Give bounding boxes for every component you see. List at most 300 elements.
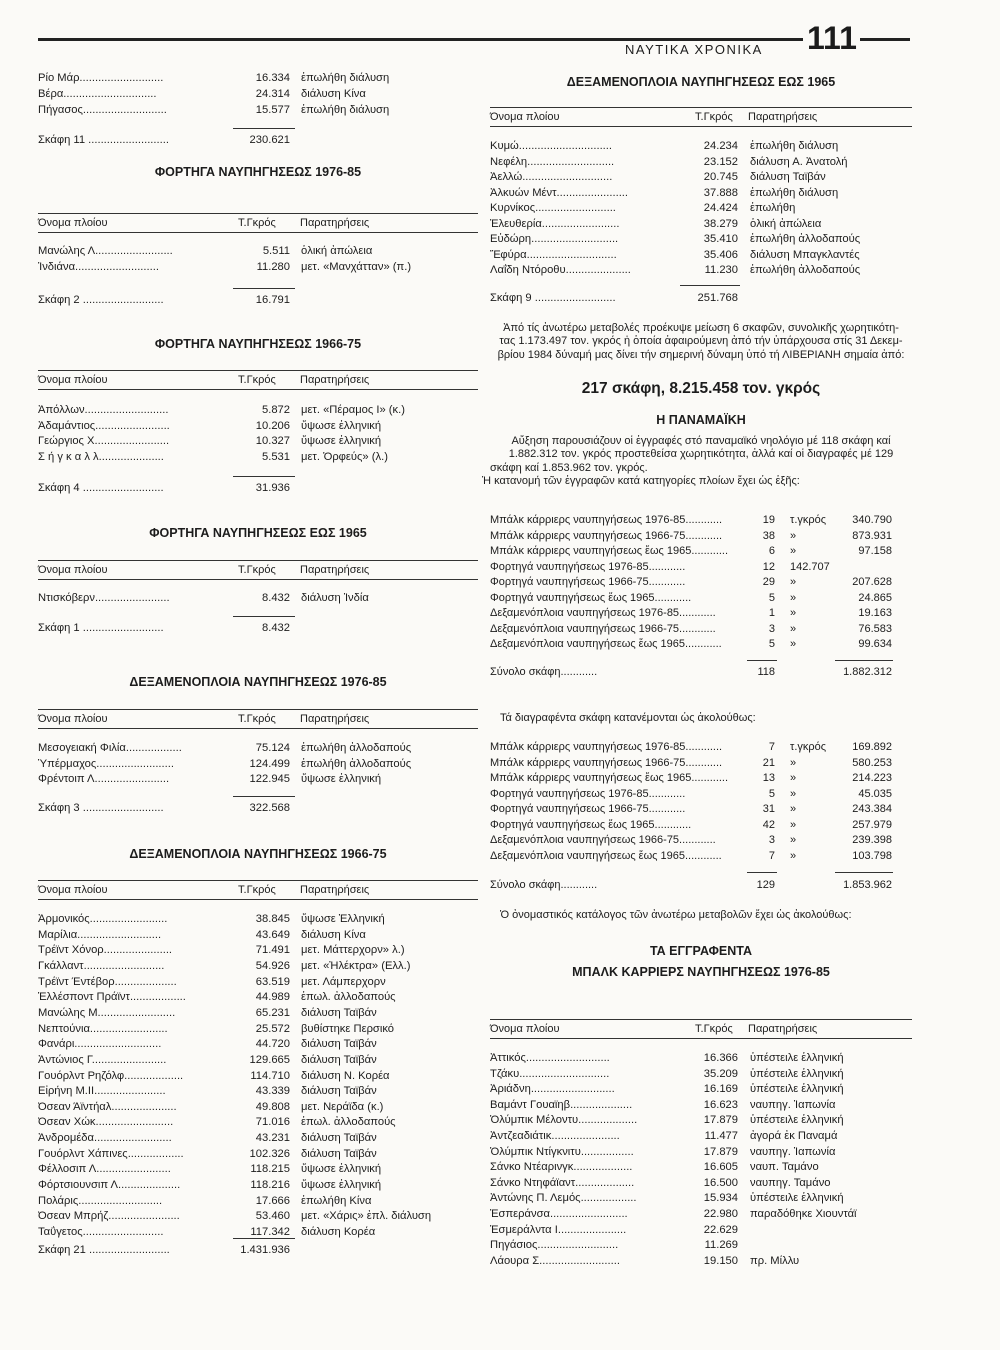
ship-row bbox=[490, 264, 912, 277]
ship-row bbox=[38, 72, 478, 85]
category-label: Δεξαμενόπλοια ναυπηγήσεως 1966-75............ bbox=[490, 622, 716, 635]
category-label: Μπάλκ κάρριερς ναυπηγήσεως ἕως 1965............ bbox=[490, 772, 729, 784]
total-value: 1.431.936 bbox=[240, 1244, 290, 1256]
panama-text-line: σκάφη καί 1.853.962 τον. γκρός. bbox=[490, 461, 648, 474]
category-value: 243.384 bbox=[852, 803, 892, 815]
category-count: 3 bbox=[768, 834, 775, 846]
col-tonnage-header: Τ.Γκρός bbox=[695, 111, 733, 123]
ship-name: Ἑλλέσποντ Πράϊντ.................. bbox=[38, 991, 186, 1004]
category-row bbox=[490, 788, 912, 801]
ship-tonnage: 35.410 bbox=[703, 233, 738, 245]
ship-note: διάλυση Ταϊβάν bbox=[750, 171, 826, 183]
sum-rule bbox=[835, 872, 893, 873]
ship-tonnage: 15.934 bbox=[703, 1192, 738, 1205]
category-label: Σύνολο σκάφη............ bbox=[490, 879, 598, 891]
total-label: Σκάφη 21 .......................... bbox=[38, 1244, 170, 1256]
category-count: 29 bbox=[762, 576, 775, 588]
total-row bbox=[38, 294, 478, 307]
ship-name: Γεώργιος Χ........................ bbox=[38, 435, 170, 447]
ship-name: Κυμώ.............................. bbox=[490, 140, 613, 152]
category-value: 257.979 bbox=[852, 818, 892, 831]
ship-note: ὕψωσε ἑλληνική bbox=[301, 419, 382, 432]
col-name-header: Όνομα πλοίου bbox=[38, 564, 108, 576]
ship-tonnage: 71.016 bbox=[255, 1116, 290, 1129]
ship-row bbox=[490, 1052, 912, 1065]
category-count: 1 bbox=[768, 607, 775, 619]
ship-note: ἐπωλήθη διάλυση bbox=[750, 186, 839, 199]
ship-row bbox=[38, 1148, 478, 1161]
category-count: 5 bbox=[768, 638, 775, 650]
ship-row bbox=[38, 104, 478, 117]
ship-row bbox=[38, 1179, 478, 1192]
ship-note: ὕψωσε ἑλληνική bbox=[301, 773, 382, 785]
col-name-header: Όνομα πλοίου bbox=[38, 713, 108, 725]
ship-tonnage: 54.926 bbox=[255, 959, 290, 972]
ship-tonnage: 38.279 bbox=[703, 217, 738, 230]
ship-tonnage: 117.342 bbox=[250, 1226, 290, 1238]
ship-tonnage: 44.720 bbox=[255, 1038, 290, 1051]
ship-row bbox=[490, 1255, 912, 1268]
category-count: 7 bbox=[768, 849, 775, 862]
ship-name: Ἐσμεράλντα Ι...................... bbox=[490, 1223, 627, 1236]
category-count: 31 bbox=[762, 803, 775, 815]
panama-text-line: Αὔξηση παρουσιάζουν οἱ ἐγγραφές στό παναμαϊκό νηολόγιο μέ 118 σκάφη καί bbox=[511, 435, 891, 447]
ship-note: ἐπωλήθη ἀλλοδαπούς bbox=[750, 264, 861, 276]
ship-name: Βαμάντ Γουαϊηβ.................... bbox=[490, 1098, 633, 1111]
ship-row bbox=[490, 1161, 912, 1174]
col-note-header: Παρατηρήσεις bbox=[748, 1023, 818, 1035]
ship-row bbox=[490, 1239, 912, 1252]
ship-name: Ἔφύρα............................. bbox=[490, 248, 617, 261]
ship-name: Φέλλοσιπ Λ........................ bbox=[38, 1163, 171, 1176]
col-name-header: Όνομα πλοίου bbox=[38, 217, 108, 229]
total-label: Σκάφη 4 .......................... bbox=[38, 482, 164, 494]
ship-tonnage: 15.577 bbox=[255, 104, 290, 116]
ship-name: Ἁρμονικός......................... bbox=[38, 913, 168, 925]
category-label: Μπάλκ κάρριερς ναυπηγήσεως 1966-75............ bbox=[490, 529, 723, 542]
col-note-header: Παρατηρήσεις bbox=[300, 713, 370, 725]
category-unit: » bbox=[790, 591, 797, 604]
category-unit: » bbox=[790, 787, 797, 800]
category-label: Φορτηγά ναυπηγήσεως 1966-75............ bbox=[490, 803, 686, 815]
category-label: Δεξαμενόπλοια ναυπηγήσεως 1976-85............ bbox=[490, 607, 716, 619]
category-unit: » bbox=[790, 803, 797, 815]
ship-tonnage: 114.710 bbox=[250, 1069, 290, 1082]
total-value: 16.791 bbox=[255, 294, 290, 306]
ship-tonnage: 44.989 bbox=[255, 991, 290, 1004]
ship-row bbox=[38, 758, 478, 771]
category-row bbox=[490, 819, 912, 832]
ship-tonnage: 25.572 bbox=[255, 1022, 290, 1035]
ship-tonnage: 65.231 bbox=[255, 1006, 290, 1019]
table-header bbox=[38, 213, 478, 233]
col-note-header: Παρατηρήσεις bbox=[748, 111, 818, 123]
ship-tonnage: 5.872 bbox=[262, 404, 290, 416]
section-title: ΔΕΞΑΜΕΝΟΠΛΟΙΑ ΝΑΥΠΗΓΗΣΕΩΣ ΕΩΣ 1965 bbox=[566, 75, 836, 89]
ship-tonnage: 10.327 bbox=[255, 435, 290, 447]
total-value: 251.768 bbox=[697, 292, 738, 304]
ship-name: Μανώλης Μ......................... bbox=[38, 1006, 176, 1019]
ship-row bbox=[490, 1146, 912, 1159]
ship-tonnage: 16.605 bbox=[703, 1161, 738, 1174]
ship-row bbox=[490, 1224, 912, 1237]
ship-note: ὕψωσε ἑλληνική bbox=[301, 1163, 382, 1176]
category-value: 24.865 bbox=[858, 591, 892, 604]
ship-tonnage: 35.209 bbox=[703, 1067, 738, 1080]
ship-tonnage: 17.879 bbox=[703, 1114, 738, 1127]
category-count: 19 bbox=[762, 514, 775, 526]
ship-name: Ὀλύμπικ Μέλοντυ................... bbox=[490, 1114, 638, 1127]
category-row bbox=[490, 803, 912, 816]
ship-tonnage: 43.231 bbox=[255, 1132, 290, 1145]
category-count: 6 bbox=[768, 545, 775, 557]
ship-note: ἐπωλήθη Κίνα bbox=[301, 1194, 372, 1207]
ship-name: Πολάρις........................... bbox=[38, 1194, 163, 1207]
ship-row bbox=[38, 929, 478, 942]
category-unit: τ.γκρός bbox=[790, 514, 827, 526]
ship-name: Τρέϊντ Χόνορ...................... bbox=[38, 944, 173, 957]
ship-note: ἐπωλήθη bbox=[750, 202, 796, 214]
total-row bbox=[38, 1244, 478, 1257]
ship-note: διάλυση Ταϊβάν bbox=[301, 1053, 377, 1066]
sum-rule bbox=[680, 285, 740, 286]
total-label: Σκάφη 1 .......................... bbox=[38, 622, 164, 634]
ship-note: μετ. Ὀρφεύς» (λ.) bbox=[301, 450, 388, 463]
ship-row bbox=[490, 1114, 912, 1127]
category-count: 129 bbox=[756, 879, 775, 891]
ship-note: διάλυση Ταϊβάν bbox=[301, 1006, 377, 1019]
ship-row bbox=[490, 249, 912, 262]
ship-name: Ἀριάδνη........................... bbox=[490, 1083, 615, 1096]
ship-name: Λαΐδη Ντόροθυ..................... bbox=[490, 264, 631, 276]
ship-note: διάλυση Ταϊβάν bbox=[301, 1132, 377, 1145]
ship-row bbox=[490, 156, 912, 169]
ship-row bbox=[490, 233, 912, 246]
ship-name: Ἐλευθερία......................... bbox=[490, 217, 620, 230]
section-title: ΦΟΡΤΗΓΑ ΝΑΥΠΗΓΗΣΕΩΣ 1966-75 bbox=[154, 337, 362, 351]
category-count: 5 bbox=[768, 591, 775, 604]
ship-name: Φόρτσιουνσιπ Λ.................... bbox=[38, 1179, 181, 1192]
category-row bbox=[490, 561, 912, 574]
ship-row bbox=[38, 592, 478, 605]
col-note-header: Παρατηρήσεις bbox=[300, 374, 370, 386]
ship-name: Τζάκυ............................. bbox=[490, 1067, 610, 1080]
category-unit: τ.γκρός bbox=[790, 741, 827, 753]
ship-tonnage: 124.499 bbox=[249, 757, 290, 770]
ship-note: διάλυση Ν. Κορέα bbox=[301, 1069, 390, 1082]
total-value: 230.621 bbox=[249, 134, 290, 146]
ship-row bbox=[38, 1054, 478, 1067]
category-value: 76.583 bbox=[858, 622, 892, 635]
total-row bbox=[38, 622, 478, 635]
panama-text-line: 1.882.312 τον. γκρός προστεθείσα χωρητικότητα, ἀλλά καί οἱ διαγραφές μέ 129 bbox=[508, 448, 894, 461]
ship-name: Ὀλύμπικ Ντίγκνιτυ................. bbox=[490, 1145, 634, 1158]
ship-tonnage: 19.150 bbox=[703, 1254, 738, 1267]
category-unit: » bbox=[790, 772, 797, 784]
category-count: 3 bbox=[768, 622, 775, 635]
ship-row bbox=[38, 1163, 478, 1176]
ship-note: διάλυση Ταϊβάν bbox=[301, 1147, 377, 1160]
category-row bbox=[490, 772, 912, 785]
category-row bbox=[490, 514, 912, 527]
category-label: Μπάλκ κάρριερς ναυπηγήσεως ἕως 1965............ bbox=[490, 545, 729, 557]
sum-rule bbox=[233, 288, 295, 289]
ship-name: Ἀελλώ............................. bbox=[490, 171, 613, 183]
category-unit: » bbox=[790, 849, 797, 862]
ship-row bbox=[38, 913, 478, 926]
ship-name: Ἀνδρομέδα......................... bbox=[38, 1132, 172, 1145]
category-value: 214.223 bbox=[852, 772, 892, 784]
ship-name: Σάνκο Ντέαρινγκ................... bbox=[490, 1161, 633, 1174]
sum-rule bbox=[835, 660, 893, 661]
ship-row bbox=[38, 1116, 478, 1129]
section-title: ΔΕΞΑΜΕΝΟΠΛΟΙΑ ΝΑΥΠΗΓΗΣΕΩΣ 1966-75 bbox=[129, 847, 387, 861]
ship-tonnage: 24.424 bbox=[703, 202, 738, 214]
category-count: 38 bbox=[762, 529, 775, 542]
ship-tonnage: 129.665 bbox=[249, 1053, 290, 1066]
ship-note: ἐπωλ. ἀλλοδαπούς bbox=[301, 1116, 396, 1129]
ship-tonnage: 35.406 bbox=[703, 248, 738, 261]
ship-note: πρ. Μίλλυ bbox=[750, 1254, 800, 1267]
ship-note: βυθίστηκε Περσικό bbox=[301, 1022, 394, 1035]
ship-note: ὕψωσε Ἑλληνική bbox=[301, 913, 385, 925]
ship-row bbox=[38, 245, 478, 258]
category-label: Δεξαμενόπλοια ναυπηγήσεως 1966-75............ bbox=[490, 834, 716, 846]
ship-note: ὑπέστειλε ἑλληνική bbox=[750, 1052, 844, 1064]
category-label: Μπάλκ κάρριερς ναυπηγήσεως 1976-85............ bbox=[490, 741, 723, 753]
ship-tonnage: 43.649 bbox=[255, 928, 290, 941]
total-label: Σκάφη 3 .......................... bbox=[38, 802, 164, 814]
ship-row bbox=[490, 1130, 912, 1143]
ship-row bbox=[38, 1226, 478, 1239]
ship-name: Σάνκο Ντηφάϊαντ................... bbox=[490, 1176, 635, 1189]
ship-row bbox=[38, 1101, 478, 1114]
category-value: 207.628 bbox=[852, 576, 892, 588]
ship-row bbox=[490, 1177, 912, 1190]
col-tonnage-header: Τ.Γκρός bbox=[238, 374, 276, 386]
header-rule-right bbox=[860, 38, 910, 41]
ship-name: Ταΰγετος.......................... bbox=[38, 1226, 164, 1238]
ship-name: Μαρίλια........................... bbox=[38, 928, 162, 941]
ship-tonnage: 11.230 bbox=[704, 264, 738, 276]
category-label: Δεξαμενόπλοια ναυπηγήσεως ἕως 1965............ bbox=[490, 638, 722, 650]
total-row bbox=[38, 802, 478, 815]
category-value: 97.158 bbox=[858, 545, 892, 557]
ship-row bbox=[490, 1068, 912, 1081]
category-row bbox=[490, 530, 912, 543]
ship-name: Ἀντζεαδιάτικ...................... bbox=[490, 1130, 620, 1142]
table-header bbox=[38, 370, 478, 390]
ship-row bbox=[38, 991, 478, 1004]
ship-note: μετ. «Ἠλέκτρα» (Ελλ.) bbox=[301, 959, 411, 972]
ship-name: Σ ή γ κ α λ λ..................... bbox=[38, 450, 164, 463]
ship-name: Κυρνίκος.......................... bbox=[490, 202, 616, 214]
ship-name: Όσεαν Μπρήζ....................... bbox=[38, 1210, 180, 1223]
ship-row bbox=[490, 1208, 912, 1221]
category-value: 103.798 bbox=[852, 849, 892, 862]
ship-note: διάλυση Κορέα bbox=[301, 1226, 376, 1238]
category-count: 7 bbox=[768, 741, 775, 753]
category-unit: » bbox=[790, 834, 797, 846]
category-count: 21 bbox=[762, 756, 775, 769]
category-label: Δεξαμενόπλοια ναυπηγήσεως ἕως 1965............ bbox=[490, 849, 722, 862]
category-row bbox=[490, 850, 912, 863]
panama-text-line: Ἡ κατανομή τῶν ἐγγραφῶν κατά κατηγορίες πλοίων ἔχει ὡς ἑξῆς: bbox=[482, 474, 800, 487]
ship-row bbox=[38, 944, 478, 957]
total-row bbox=[38, 134, 478, 147]
category-value: 340.790 bbox=[852, 514, 892, 526]
sum-rule bbox=[233, 616, 295, 617]
table-header bbox=[38, 880, 478, 900]
ship-name: Όσεαν Χώκ......................... bbox=[38, 1116, 174, 1129]
category-unit: » bbox=[790, 756, 797, 769]
sum-rule bbox=[233, 128, 295, 129]
ship-note: ναυπηγ. Ἰαπωνία bbox=[750, 1145, 836, 1158]
ship-note: ὕψωσε ἑλληνική bbox=[301, 1179, 382, 1192]
ship-row bbox=[490, 218, 912, 231]
ship-row bbox=[490, 140, 912, 153]
ship-row bbox=[38, 88, 478, 101]
col-tonnage-header: Τ.Γκρός bbox=[238, 884, 276, 896]
ship-name: Φρέντοιπ Λ........................ bbox=[38, 773, 170, 785]
ship-tonnage: 16.334 bbox=[255, 72, 290, 84]
ship-tonnage: 75.124 bbox=[255, 742, 290, 754]
section-title: ΦΟΡΤΗΓΑ ΝΑΥΠΗΓΗΣΕΩΣ ΕΩΣ 1965 bbox=[149, 526, 367, 540]
ship-note: ναυπ. Ταμάνο bbox=[750, 1161, 819, 1174]
ship-note: ἐπωλήθη ἀλλοδαπούς bbox=[750, 233, 861, 245]
ship-name: Γουόρλντ Χάπινες.................. bbox=[38, 1147, 184, 1160]
ship-name: Ἰνδιάνα........................... bbox=[38, 260, 159, 273]
category-count: 12 bbox=[762, 560, 775, 573]
ship-note: ὑπέστειλε ἑλληνική bbox=[750, 1083, 844, 1096]
ship-name: Ἀπόλλων........................... bbox=[38, 404, 169, 416]
ship-row bbox=[490, 171, 912, 184]
ship-tonnage: 37.888 bbox=[703, 186, 738, 199]
ship-tonnage: 16.169 bbox=[703, 1083, 738, 1096]
total-row bbox=[38, 482, 478, 495]
ship-row bbox=[38, 1085, 478, 1098]
ship-note: ναυπηγ. Ἰαπωνία bbox=[750, 1098, 836, 1111]
col-note-header: Παρατηρήσεις bbox=[300, 884, 370, 896]
col-name-header: Όνομα πλοίου bbox=[490, 1023, 560, 1035]
col-tonnage-header: Τ.Γκρός bbox=[695, 1023, 733, 1035]
total-value: 322.568 bbox=[249, 802, 290, 814]
ship-note: ναυπηγ. Ταμάνο bbox=[750, 1176, 831, 1189]
category-row bbox=[490, 666, 912, 679]
category-row bbox=[490, 623, 912, 636]
ship-name: Εὐδώρη............................ bbox=[490, 233, 619, 245]
category-label: Μπάλκ κάρριερς ναυπηγήσεως 1966-75............ bbox=[490, 756, 723, 769]
ship-note: ἐπωλ. ἀλλοδαπούς bbox=[301, 991, 396, 1004]
ship-row bbox=[38, 1210, 478, 1223]
ship-name: Ἀττικός........................... bbox=[490, 1052, 610, 1064]
col-tonnage-header: Τ.Γκρός bbox=[238, 713, 276, 725]
category-value: 99.634 bbox=[858, 638, 892, 650]
category-label: Φορτηγά ναυπηγήσεως 1966-75............ bbox=[490, 576, 686, 588]
col-note-header: Παρατηρήσεις bbox=[300, 217, 370, 229]
ship-name: Πηγάσιος.......................... bbox=[490, 1239, 619, 1252]
category-unit: » bbox=[790, 638, 797, 650]
ship-tonnage: 11.280 bbox=[256, 260, 290, 273]
col-note-header: Παρατηρήσεις bbox=[300, 564, 370, 576]
ship-note: ὁλική ἀπώλεια bbox=[301, 245, 373, 257]
ship-name: Νεφέλη............................ bbox=[490, 155, 615, 168]
section-title: ΜΠΑΛΚ ΚΑΡΡΙΕΡΣ ΝΑΥΠΗΓΗΣΕΩΣ 1976-85 bbox=[572, 965, 830, 979]
table-header bbox=[490, 107, 912, 127]
sum-rule bbox=[233, 796, 295, 797]
ship-tonnage: 5.511 bbox=[262, 245, 290, 257]
ship-name: Λάουρα Σ.......................... bbox=[490, 1254, 620, 1267]
magazine-title: ΝΑΥΤΙΚΑ ΧΡΟΝΙΚΑ bbox=[625, 42, 763, 57]
text-line: Τά διαγραφέντα σκάφη κατανέμονται ὡς ἀκολούθως: bbox=[500, 712, 756, 724]
category-value: 1.853.962 bbox=[843, 879, 892, 891]
ship-tonnage: 63.519 bbox=[255, 975, 290, 988]
page-number: 111 bbox=[807, 20, 857, 56]
category-label: Μπάλκ κάρριερς ναυπηγήσεως 1976-85............ bbox=[490, 514, 723, 526]
ship-tonnage: 22.629 bbox=[703, 1223, 738, 1236]
category-value: 45.035 bbox=[858, 787, 892, 800]
ship-row bbox=[38, 1007, 478, 1020]
total-value: 8.432 bbox=[262, 622, 290, 634]
sum-rule bbox=[233, 1238, 295, 1239]
category-unit: » bbox=[790, 818, 797, 831]
ship-row bbox=[38, 420, 478, 433]
ship-name: Γκάλλαντ.......................... bbox=[38, 959, 165, 972]
ship-name: Ντισκόβερν........................ bbox=[38, 592, 170, 604]
category-row bbox=[490, 834, 912, 847]
ship-tonnage: 38.845 bbox=[255, 913, 290, 925]
ship-note: μετ. Μάττερχορν» λ.) bbox=[301, 944, 405, 957]
ship-tonnage: 16.500 bbox=[703, 1176, 738, 1189]
ship-note: ὁλική ἀπώλεια bbox=[750, 217, 822, 230]
ship-row bbox=[490, 202, 912, 215]
category-label: Φορτηγά ναυπηγήσεως ἕως 1965............ bbox=[490, 818, 692, 831]
category-unit: » bbox=[790, 529, 797, 542]
ship-name: Ἀδαμάντιος........................ bbox=[38, 419, 170, 432]
ship-name: Ρίο Μάρ........................... bbox=[38, 72, 164, 84]
ship-row bbox=[38, 1038, 478, 1051]
ship-tonnage: 17.666 bbox=[255, 1194, 290, 1207]
ship-row bbox=[38, 404, 478, 417]
table-header bbox=[38, 560, 478, 580]
ship-note: διάλυση Ταϊβάν bbox=[301, 1038, 377, 1051]
ship-note: μετ. Νεράϊδα (κ.) bbox=[301, 1100, 384, 1113]
category-unit: 142.707 bbox=[790, 560, 830, 573]
ship-name: Μεσογειακή Φιλία.................. bbox=[38, 742, 182, 754]
ship-tonnage: 11.477 bbox=[704, 1130, 738, 1142]
ship-row bbox=[490, 1192, 912, 1205]
ship-note: ἀγορά ἐκ Παναμά bbox=[750, 1130, 838, 1142]
ship-name: Βέρα.............................. bbox=[38, 88, 157, 100]
ship-row bbox=[490, 1083, 912, 1096]
total-label: Σκάφη 2 .......................... bbox=[38, 294, 164, 306]
ship-tonnage: 102.326 bbox=[249, 1147, 290, 1160]
ship-note: ἐπωλήθη διάλυση bbox=[301, 72, 390, 84]
ship-note: μετ. «Μανχάτταν» (π.) bbox=[301, 260, 412, 273]
ship-row bbox=[38, 960, 478, 973]
ship-note: ὑπέστειλε ἑλληνική bbox=[750, 1192, 844, 1205]
category-row bbox=[490, 638, 912, 651]
ship-name: Γουόρλντ Ρηζόλφ................... bbox=[38, 1069, 184, 1082]
category-row bbox=[490, 879, 912, 892]
ship-note: διάλυση Μπαγκλαντές bbox=[750, 248, 860, 261]
summary-text-line: τας 1.173.497 τον. γκρός ἡ ὁποία ἀφαιρούμενη ἀπό τήν ὑπάρχουσα στίς 31 Δεκεμ- bbox=[499, 335, 903, 348]
text-line: Ὁ ὀνομαστικός κατάλογος τῶν ἀνωτέρω μεταβολῶν ἔχει ὡς ἀκολούθως: bbox=[500, 909, 852, 921]
ship-tonnage: 49.808 bbox=[255, 1100, 290, 1113]
category-row bbox=[490, 741, 912, 754]
col-tonnage-header: Τ.Γκρός bbox=[238, 564, 276, 576]
category-unit: » bbox=[790, 607, 797, 619]
